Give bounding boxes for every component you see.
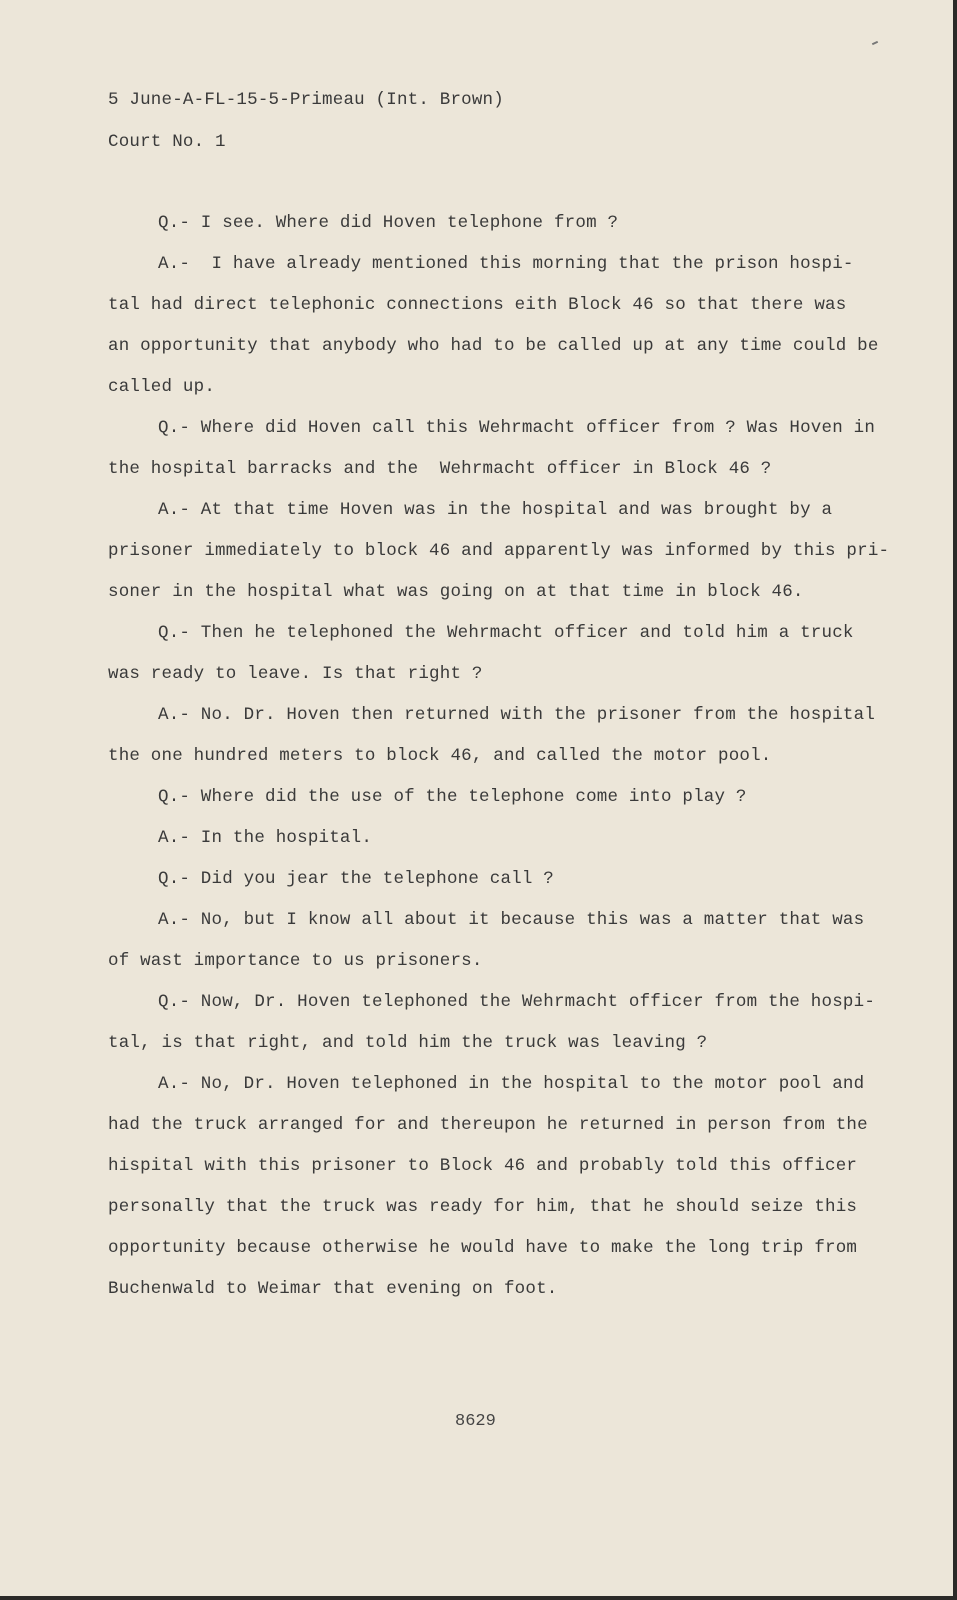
- text-line: of wast importance to us prisoners.: [108, 951, 483, 971]
- text-line: the one hundred meters to block 46, and called the motor pool.: [108, 746, 772, 766]
- text-line: A.- I have already mentioned this morning that the prison hospi-: [158, 254, 854, 274]
- text-line: A.- No, Dr. Hoven telephoned in the hospital to the motor pool and: [158, 1074, 865, 1094]
- court-label: Court No. 1: [108, 132, 226, 152]
- corner-mark: [872, 41, 878, 45]
- text-line: an opportunity that anybody who had to be called up at any time could be: [108, 336, 879, 356]
- text-line: prisoner immediately to block 46 and apparently was informed by this pri-: [108, 541, 890, 561]
- text-line: A.- At that time Hoven was in the hospital and was brought by a: [158, 500, 833, 520]
- text-line: was ready to leave. Is that right ?: [108, 664, 483, 684]
- text-line: tal, is that right, and told him the truck was leaving ?: [108, 1033, 708, 1053]
- text-line: the hospital barracks and the Wehrmacht officer in Block 46 ?: [108, 459, 772, 479]
- text-line: Q.- Where did the use of the telephone come into play ?: [158, 787, 747, 807]
- text-line: Q.- Did you jear the telephone call ?: [158, 869, 554, 889]
- text-line: tal had direct telephonic connections eith Block 46 so that there was: [108, 295, 847, 315]
- document-title: 5 June-A-FL-15-5-Primeau (Int. Brown): [108, 90, 504, 110]
- text-line: Q.- Then he telephoned the Wehrmacht officer and told him a truck: [158, 623, 854, 643]
- text-line: opportunity because otherwise he would have to make the long trip from: [108, 1238, 858, 1258]
- text-line: Q.- I see. Where did Hoven telephone from ?: [158, 213, 619, 233]
- text-line: Q.- Now, Dr. Hoven telephoned the Wehrmacht officer from the hospi-: [158, 992, 876, 1012]
- text-line: Q.- Where did Hoven call this Wehrmacht officer from ? Was Hoven in: [158, 418, 876, 438]
- text-line: hispital with this prisoner to Block 46 and probably told this officer: [108, 1156, 858, 1176]
- text-line: personally that the truck was ready for him, that he should seize this: [108, 1197, 858, 1217]
- page-number: 8629: [455, 1412, 496, 1431]
- text-line: A.- No, but I know all about it because this was a matter that was: [158, 910, 865, 930]
- text-line: A.- No. Dr. Hoven then returned with the prisoner from the hospital: [158, 705, 876, 725]
- text-line: A.- In the hospital.: [158, 828, 373, 848]
- text-line: soner in the hospital what was going on at that time in block 46.: [108, 582, 804, 602]
- text-line: called up.: [108, 377, 216, 397]
- text-line: Buchenwald to Weimar that evening on foot.: [108, 1279, 558, 1299]
- text-line: had the truck arranged for and thereupon he returned in person from the: [108, 1115, 868, 1135]
